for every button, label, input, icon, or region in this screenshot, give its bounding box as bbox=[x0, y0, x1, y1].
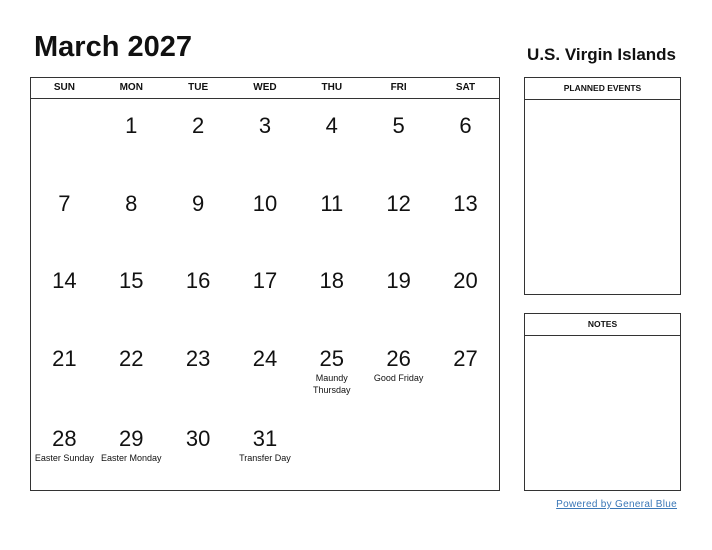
day-number: 27 bbox=[453, 346, 478, 371]
day-number: 22 bbox=[119, 346, 144, 371]
day-cell bbox=[365, 191, 432, 217]
day-number: 23 bbox=[185, 346, 211, 371]
week-row bbox=[31, 268, 499, 294]
day-cell bbox=[232, 268, 299, 294]
calendar-grid bbox=[30, 77, 500, 491]
day-cell bbox=[31, 191, 98, 217]
day-cell bbox=[365, 268, 432, 294]
week-row bbox=[31, 191, 499, 217]
day-cell bbox=[232, 346, 299, 396]
day-cell bbox=[232, 113, 299, 139]
day-cell bbox=[365, 426, 432, 464]
day-cell bbox=[98, 191, 165, 217]
planned-events-panel bbox=[524, 77, 681, 295]
day-cell bbox=[31, 346, 98, 396]
day-number bbox=[298, 426, 365, 452]
holiday-label: Easter Monday bbox=[101, 453, 162, 463]
month-title: March 2027 bbox=[34, 31, 192, 63]
day-cell bbox=[432, 113, 499, 139]
holiday-label: Good Friday bbox=[373, 373, 424, 383]
day-number: 28 bbox=[52, 426, 77, 451]
day-number: 26 bbox=[386, 346, 411, 371]
powered-by-link[interactable]: Powered by General Blue bbox=[556, 499, 677, 510]
day-cell bbox=[432, 426, 499, 464]
day-number: 17 bbox=[252, 268, 278, 293]
notes-panel bbox=[524, 313, 681, 491]
holiday-label: Maundy Thursday bbox=[313, 373, 351, 395]
day-number: 12 bbox=[386, 191, 411, 216]
day-number: 14 bbox=[52, 268, 77, 293]
day-cell bbox=[165, 426, 232, 464]
day-number: 15 bbox=[119, 268, 144, 293]
day-cell bbox=[165, 191, 232, 217]
day-number: 16 bbox=[185, 268, 211, 293]
day-number: 6 bbox=[459, 113, 472, 138]
holiday-label: Easter Sunday bbox=[34, 453, 94, 463]
day-cell bbox=[432, 346, 499, 396]
day-cell bbox=[98, 426, 165, 464]
day-cell bbox=[232, 426, 299, 464]
day-cell bbox=[298, 191, 365, 217]
day-number: 3 bbox=[258, 113, 272, 138]
weekday-thu: THU bbox=[321, 82, 343, 93]
day-number: 21 bbox=[52, 346, 77, 371]
country-name: U.S. Virgin Islands bbox=[527, 45, 676, 64]
day-number bbox=[432, 426, 499, 452]
day-cell bbox=[298, 113, 365, 139]
notes-heading: NOTES bbox=[525, 314, 680, 336]
day-cell bbox=[298, 268, 365, 294]
day-number: 4 bbox=[325, 113, 338, 138]
day-number: 24 bbox=[252, 346, 278, 371]
weekday-sat: SAT bbox=[455, 82, 476, 93]
day-number: 25 bbox=[319, 346, 345, 371]
day-cell bbox=[31, 113, 98, 139]
day-cell bbox=[298, 346, 365, 396]
day-number: 7 bbox=[58, 191, 71, 216]
day-number: 10 bbox=[252, 191, 278, 216]
week-row bbox=[31, 346, 499, 396]
holiday-label: Transfer Day bbox=[239, 453, 291, 463]
weekday-header bbox=[31, 78, 499, 99]
day-number: 5 bbox=[392, 113, 405, 138]
day-cell bbox=[98, 346, 165, 396]
day-number: 19 bbox=[386, 268, 411, 293]
day-cell bbox=[98, 268, 165, 294]
day-number: 18 bbox=[319, 268, 345, 293]
day-number: 9 bbox=[191, 191, 205, 216]
day-cell bbox=[165, 268, 232, 294]
day-cell bbox=[31, 268, 98, 294]
day-number: 29 bbox=[119, 426, 144, 451]
day-cell bbox=[365, 113, 432, 139]
day-cell bbox=[298, 426, 365, 464]
week-row bbox=[31, 113, 499, 139]
day-number: 20 bbox=[453, 268, 478, 293]
weekday-fri: FRI bbox=[390, 82, 407, 93]
weekday-tue: TUE bbox=[188, 82, 209, 93]
day-number: 2 bbox=[191, 113, 205, 138]
day-number: 13 bbox=[453, 191, 478, 216]
day-cell bbox=[165, 113, 232, 139]
weekday-sun: SUN bbox=[53, 82, 75, 93]
day-number: 1 bbox=[125, 113, 138, 138]
week-row bbox=[31, 426, 499, 464]
planned-events-heading: PLANNED EVENTS bbox=[525, 78, 680, 100]
day-number bbox=[365, 426, 432, 452]
weekday-wed: WED bbox=[253, 82, 277, 93]
day-number: 31 bbox=[252, 426, 278, 451]
day-number: 11 bbox=[320, 191, 344, 216]
day-number bbox=[31, 113, 98, 139]
day-cell bbox=[432, 191, 499, 217]
weekday-mon: MON bbox=[119, 82, 143, 93]
day-cell bbox=[365, 346, 432, 396]
day-number: 8 bbox=[125, 191, 138, 216]
day-cell bbox=[31, 426, 98, 464]
day-number: 30 bbox=[185, 426, 211, 451]
day-cell bbox=[165, 346, 232, 396]
day-cell bbox=[98, 113, 165, 139]
day-cell bbox=[232, 191, 299, 217]
day-cell bbox=[432, 268, 499, 294]
